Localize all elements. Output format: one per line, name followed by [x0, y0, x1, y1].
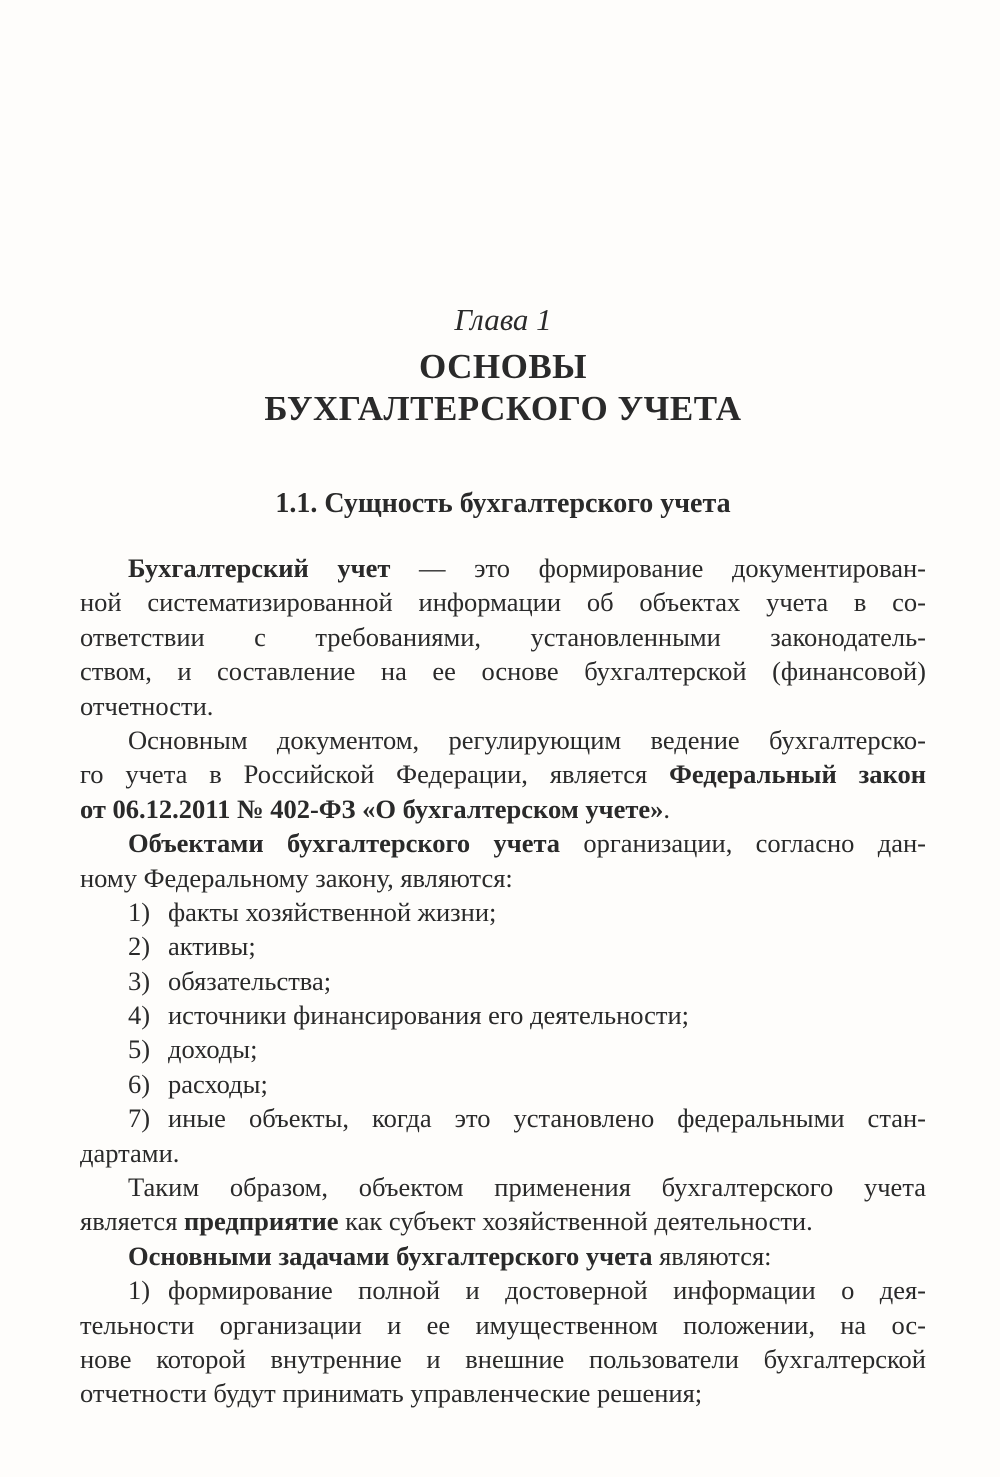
- body-text: [80, 551, 926, 1411]
- term-bold: предприятие: [184, 1206, 339, 1237]
- list-text: расходы;: [168, 1068, 268, 1099]
- list-number: 7): [128, 1103, 151, 1134]
- list-text: иные объекты, когда это установлено федеральными стан-: [168, 1103, 926, 1134]
- list-item: [80, 1273, 926, 1307]
- paragraph-enterprise-line: [80, 1204, 926, 1238]
- list-number: 2): [128, 931, 151, 962]
- paragraph-definition-line: ной систематизированной информации об объектах учета в со-: [80, 587, 926, 618]
- text-span: .: [663, 793, 671, 824]
- chapter-title-line-2: БУХГАЛТЕРСКОГО УЧЕТА: [264, 389, 742, 428]
- list-number: 5): [128, 1034, 151, 1065]
- list-number: 1): [128, 1275, 151, 1306]
- paragraph-definition-line: ством, и составление на ее основе бухгалтерской (финансовой): [80, 656, 926, 687]
- text-span: — это формирование документирован-: [390, 553, 926, 583]
- law-reference-bold: от 06.12.2011 № 402-ФЗ «О бухгалтерском учете»: [80, 793, 664, 824]
- term-bold: Объектами бухгалтерского учета: [128, 828, 561, 859]
- list-item: [80, 895, 926, 929]
- chapter-title-line-1: ОСНОВЫ: [418, 347, 588, 386]
- text-span: как субъект хозяйственной деятельности.: [338, 1206, 813, 1237]
- list-text: обязательства;: [168, 965, 332, 996]
- list-item: [80, 998, 926, 1032]
- paragraph-law-line: [80, 757, 926, 791]
- chapter-label: Глава 1: [454, 302, 552, 337]
- list-text: активы;: [168, 931, 256, 962]
- list-number: 4): [128, 1000, 151, 1031]
- list-item: [80, 1067, 926, 1101]
- list-item-continuation: отчетности будут принимать управленческие решения;: [80, 1378, 703, 1409]
- paragraph-objects-line: [80, 826, 926, 860]
- paragraph-tasks-line: [80, 1239, 926, 1273]
- paragraph-definition-line: ответствии с требованиями, установленными законодатель-: [80, 621, 926, 652]
- list-item-continuation: тельности организации и ее имущественном положении, на ос-: [80, 1309, 926, 1340]
- list-item-continuation: дартами.: [80, 1137, 180, 1168]
- list-text: факты хозяйственной жизни;: [168, 896, 497, 927]
- list-item: [80, 1101, 926, 1135]
- term-bold: Бухгалтерский учет: [128, 553, 391, 583]
- list-number: 1): [128, 896, 151, 927]
- section-title: 1.1. Сущность бухгалтерского учета: [275, 488, 731, 519]
- list-text: доходы;: [168, 1034, 258, 1065]
- paragraph-law-line: Основным документом, регулирующим ведение бухгалтерско-: [128, 724, 926, 755]
- text-span: являются:: [652, 1240, 772, 1271]
- list-item: [80, 1032, 926, 1066]
- list-text: формирование полной и достоверной информации о дея-: [168, 1275, 926, 1306]
- text-span: является: [80, 1206, 185, 1237]
- paragraph-law-line: [80, 792, 926, 826]
- paragraph-definition-line: [80, 551, 926, 585]
- chapter-title: [80, 346, 926, 430]
- paragraph-enterprise-line: Таким образом, объектом применения бухгалтерского учета: [128, 1172, 926, 1203]
- list-item: [80, 929, 926, 963]
- text-span: организации, согласно дан-: [560, 828, 926, 859]
- list-item-continuation: нове которой внутренние и внешние пользователи бухгалтерской: [80, 1343, 926, 1374]
- list-text: источники финансирования его деятельности;: [168, 1000, 690, 1031]
- list-number: 3): [128, 965, 151, 996]
- list-number: 6): [128, 1068, 151, 1099]
- law-reference-bold: Федеральный закон: [669, 759, 926, 790]
- paragraph-definition-line: отчетности.: [80, 690, 214, 721]
- paragraph-objects-line: ному Федеральному закону, являются:: [80, 862, 513, 893]
- term-bold: Основными задачами бухгалтерского учета: [128, 1240, 653, 1271]
- text-span: го учета в Российской Федерации, является: [80, 759, 670, 790]
- list-item: [80, 964, 926, 998]
